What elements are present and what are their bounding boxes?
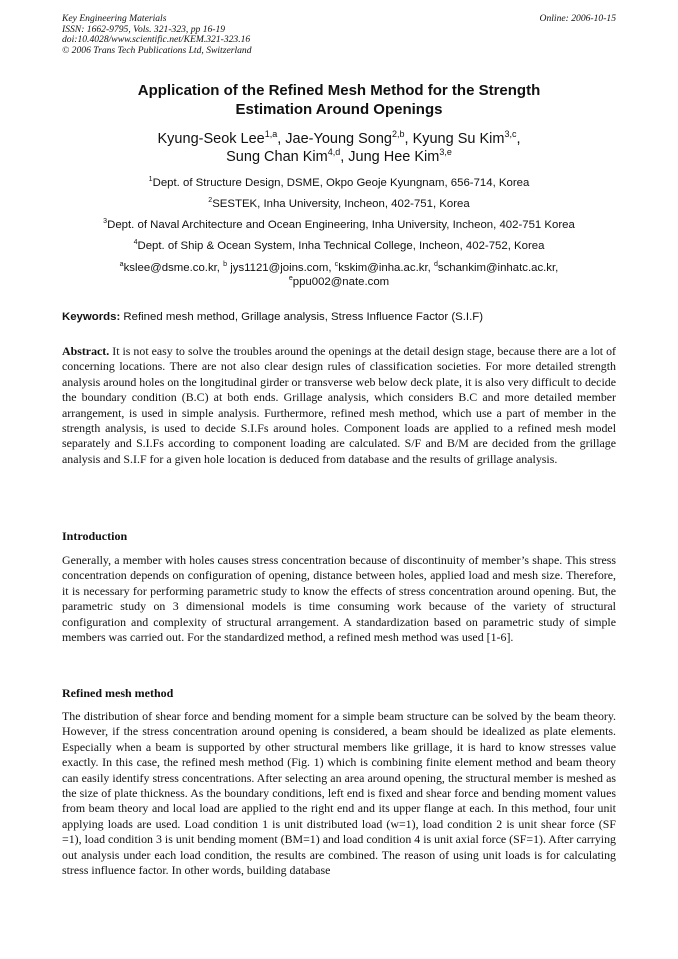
affiliation-superscript: 3 xyxy=(103,218,108,226)
abstract-label: Abstract. xyxy=(62,344,110,358)
issn-line: ISSN: 1662-9795, Vols. 321-323, pp 16-19 xyxy=(62,23,226,35)
keywords-text: Refined mesh method, Grillage analysis, Stress Influence Factor (S.I.F) xyxy=(120,311,483,323)
keywords-label: Keywords: xyxy=(62,311,121,323)
author-name: Kyung-Seok Lee xyxy=(157,131,265,147)
email-superscript: a xyxy=(119,261,124,269)
author-line-1 xyxy=(62,130,616,148)
email-address[interactable]: ppu002@nate.com xyxy=(292,276,390,288)
affiliation-text: SESTEK, Inha University, Incheon, 402-751, Korea xyxy=(212,198,470,210)
abstract xyxy=(62,344,616,467)
introduction-text: Generally, a member with holes causes stress concentration because of discontinuity of member’s shape. This stress concentration depends on configuration of opening, distance between holes, applied load and mesh size. Therefore, it is necessary for performing parametric study to know the effects of stress concentration around opening. But, the parametric study on 3 dimensional models is time consuming work because of the variety of structural configuration and complexity of structural arrangement. A standardization based on parametric study of simple members was carried out. For the standardized method, a refined mesh method was used [1-6]. xyxy=(62,553,616,645)
affiliation-text: Dept. of Ship & Ocean System, Inha Technical College, Incheon, 402-752, Korea xyxy=(137,240,545,252)
affiliation-item xyxy=(62,218,616,239)
email-superscript: e xyxy=(288,275,293,283)
email-address[interactable]: jys1121@joins.com, xyxy=(227,262,335,274)
abstract-text: It is not easy to solve the troubles around the openings at the detail design stage, because there are a lot of concerning locations. There are not also clear design rules of classification societies. For more detailed strength analysis around holes on the longitudinal girder or transverse web below deck plate, it is also very difficult to decide the boundary condition (B.C) at both ends. Grillage analysis, which considers B.C and more detailed member arrangement, is used in simple analysis. Furthermore, refined mesh method, which use a part of member in the strength analysis, is used to decide S.I.Fs around holes. Component loads are applied to a refined mesh model separately and S.I.Fs according to component loading are calculated. S/F and B/M are decided from the grillage analysis and S.I.F for a given hole location is deduced from database and the results of grillage analysis. xyxy=(62,344,616,466)
email-superscript: b xyxy=(223,261,228,269)
refined-mesh-text: The distribution of shear force and bending moment for a simple beam structure can be solved by the beam theory. However, if the stress concentration around opening is considered, a beam should be idealized as plate elements. Especially when a beam is supported by other structural members like grillage, it is hard to know stresses value exactly. In this case, the refined mesh method (Fig. 1) which is combining finite element method and beam theory can easily identify stress concentrations. After selecting an area around opening, the structural member is meshed as the size of plate thickness. As the boundary conditions, left end is fixed and shear force and bending moment values from beam theory and local load are applied to the right end and its upper flange at each. In this method, four unit applying loads are used. Load condition 1 is unit distributed load (w=1), load condition 2 is unit shear force (SF =1), load condition 3 is unit bending moment (BM=1) and load condition 4 is unit axial force (SF=1). After carrying out analysis under each load condition, the results are combined. The reason of using unit loads is for calculating stress influence factor. In other words, building database xyxy=(62,709,616,878)
email-line-1 xyxy=(62,261,616,275)
email-superscript: c xyxy=(334,261,339,269)
journal-header xyxy=(62,14,616,56)
title-line-1: Application of the Refined Mesh Method for the Strength xyxy=(137,82,541,99)
doi-line: doi:10.4028/www.scientific.net/KEM.321-323.16 xyxy=(62,34,251,46)
author-line-2 xyxy=(62,148,616,166)
email-line-2 xyxy=(62,275,616,289)
title-line-2: Estimation Around Openings xyxy=(235,101,443,118)
email-address[interactable]: kskim@inha.ac.kr, xyxy=(338,262,434,274)
author-separator: , xyxy=(404,131,413,147)
email-address[interactable]: kslee@dsme.co.kr, xyxy=(123,262,224,274)
paper-title xyxy=(62,81,616,119)
affiliation-text: Dept. of Structure Design, DSME, Okpo Geoje Kyungnam, 656-714, Korea xyxy=(152,177,530,189)
affiliation-superscript: 4 xyxy=(133,239,138,247)
affiliation-item xyxy=(62,197,616,218)
author-list xyxy=(62,130,616,166)
author-name: Jung Hee Kim xyxy=(348,149,440,165)
author-separator: , xyxy=(516,131,521,147)
author-separator: , xyxy=(340,149,349,165)
author-superscript: 1,a xyxy=(264,129,278,140)
author-name: Jae-Young Song xyxy=(285,131,392,147)
author-name: Sung Chan Kim xyxy=(226,149,328,165)
email-address[interactable]: schankim@inhatc.ac.kr, xyxy=(437,262,559,274)
refined-mesh-heading: Refined mesh method xyxy=(62,686,174,700)
affiliation-list xyxy=(62,176,616,260)
email-superscript: d xyxy=(433,261,438,269)
author-superscript: 2,b xyxy=(392,129,405,140)
author-superscript: 3,e xyxy=(439,147,452,158)
author-name: Kyung Su Kim xyxy=(412,131,505,147)
affiliation-superscript: 2 xyxy=(208,197,213,205)
author-separator: , xyxy=(277,131,286,147)
author-superscript: 4,d xyxy=(327,147,341,158)
affiliation-text: Dept. of Naval Architecture and Ocean Engineering, Inha University, Incheon, 402-751 Korea xyxy=(107,219,575,231)
author-superscript: 3,c xyxy=(504,129,517,140)
introduction-heading: Introduction xyxy=(62,529,128,543)
affiliation-superscript: 1 xyxy=(148,176,153,184)
journal-name: Key Engineering Materials xyxy=(62,13,167,24)
online-date: Online: 2006-10-15 xyxy=(539,13,616,24)
affiliation-item xyxy=(62,176,616,197)
copyright-line: © 2006 Trans Tech Publications Ltd, Switzerland xyxy=(62,44,252,56)
email-list xyxy=(62,261,616,289)
affiliation-item xyxy=(62,239,616,260)
keywords xyxy=(62,311,616,323)
